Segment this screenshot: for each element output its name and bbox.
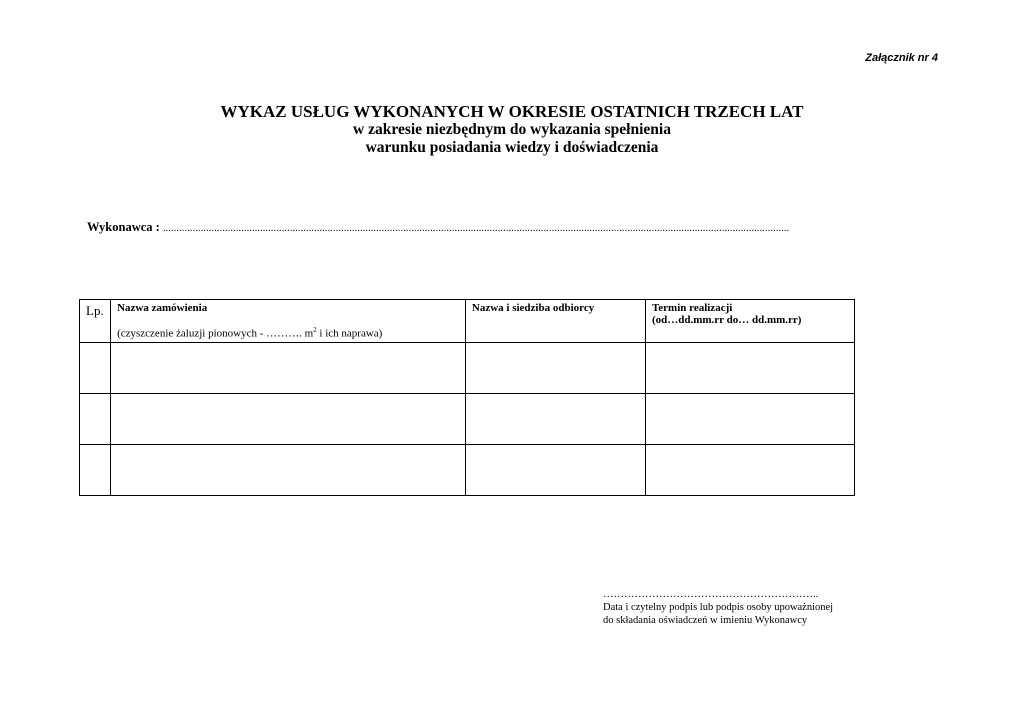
header-term: Termin realizacji (od…dd.mm.rr do… dd.mm.rr) — [645, 300, 854, 343]
cell-client[interactable] — [465, 343, 645, 394]
cell-client[interactable] — [465, 394, 645, 445]
header-order-description: (czyszczenie żaluzji pionowych - ………. $m^2$ i ich naprawa) — [117, 326, 383, 340]
contractor-label: Wykonawca : — [87, 220, 160, 234]
cell-lp[interactable] — [80, 394, 111, 445]
header-client: Nazwa i siedziba odbiorcy — [465, 300, 645, 343]
cell-order-name[interactable] — [111, 343, 466, 394]
annex-label: Załącznik nr 4 — [865, 52, 938, 64]
cell-order-name[interactable] — [111, 445, 466, 496]
cell-lp[interactable] — [80, 343, 111, 394]
table-row — [80, 394, 855, 445]
signature-caption-line-2: do składania oświadczeń w imieniu Wykonawcy — [603, 615, 808, 626]
signature-caption-line-1: Data i czytelny podpis lub podpis osoby upoważnionej — [603, 602, 834, 613]
cell-term[interactable] — [645, 445, 854, 496]
cell-client[interactable] — [465, 445, 645, 496]
header-order-name — [111, 300, 466, 343]
title-line-3: warunku posiadania wiedzy i doświadczenia — [365, 139, 659, 156]
signature-fill-line: …………………………………………………….. — [603, 589, 819, 600]
cell-order-name[interactable] — [111, 394, 466, 445]
services-table — [79, 299, 855, 496]
table-header-row — [80, 300, 855, 343]
header-lp: Lp. — [80, 300, 111, 343]
header-order-name-label: Nazwa zamówienia — [117, 302, 208, 314]
table-row — [80, 445, 855, 496]
contractor-fill-line: ........................................................................................................................................................................................................................................ — [162, 223, 790, 234]
cell-term[interactable] — [645, 394, 854, 445]
document-title — [0, 103, 1024, 157]
cell-term[interactable] — [645, 343, 854, 394]
signature-block — [603, 588, 833, 627]
contractor-field — [87, 220, 917, 235]
title-line-2: w zakresie niezbędnym do wykazania spełnienia — [353, 121, 671, 138]
title-line-1: WYKAZ USŁUG WYKONANYCH W OKRESIE OSTATNICH TRZECH LAT — [220, 102, 804, 121]
cell-lp[interactable] — [80, 445, 111, 496]
table-row — [80, 343, 855, 394]
